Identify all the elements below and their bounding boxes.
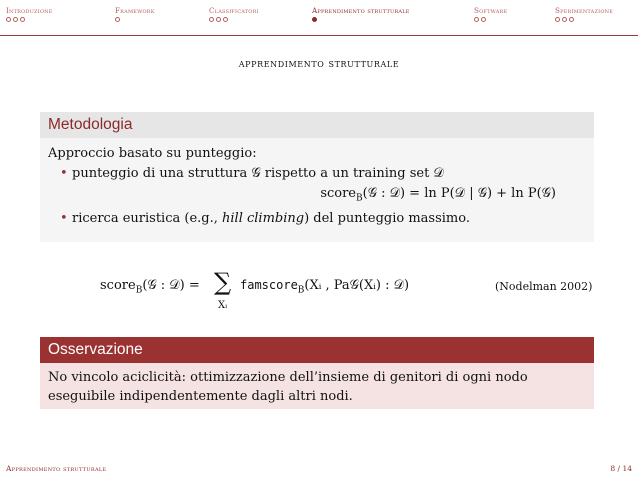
nav-divider bbox=[0, 35, 638, 36]
nav-dots-introduzione bbox=[6, 17, 27, 25]
equation-famscore: famscore bbox=[240, 278, 298, 292]
nav-dots-apprendimento bbox=[312, 17, 319, 25]
page-number: 8 / 14 bbox=[610, 464, 632, 473]
citation: (Nodelman 2002) bbox=[495, 280, 593, 293]
list-item bbox=[48, 164, 586, 184]
nav-dot[interactable] bbox=[569, 17, 574, 22]
frame-title: apprendimento strutturale bbox=[238, 57, 400, 70]
equation-left bbox=[100, 278, 200, 296]
bullet-icon: • bbox=[60, 210, 68, 226]
osservazione-block-body bbox=[40, 363, 594, 409]
nav-dot-current[interactable] bbox=[312, 17, 317, 22]
nav-item-software[interactable]: Software bbox=[474, 6, 508, 15]
formula-score-sub: B bbox=[356, 193, 363, 204]
bullet-text-ricerca-a: ricerca euristica (e.g., bbox=[72, 210, 222, 226]
bullet-text-hill-climbing: hill climbing bbox=[222, 210, 305, 226]
nav-dot[interactable] bbox=[562, 17, 567, 22]
nav-item-framework[interactable]: Framework bbox=[115, 6, 155, 15]
equation-score: score bbox=[100, 278, 136, 293]
footer bbox=[0, 460, 638, 479]
formula-score-label: score bbox=[320, 186, 356, 201]
metodologia-list bbox=[48, 164, 586, 229]
bullet-icon: • bbox=[60, 166, 68, 181]
sum-subscript: Xᵢ bbox=[218, 300, 228, 311]
nav-dot[interactable] bbox=[13, 17, 18, 22]
formula-score bbox=[48, 184, 586, 209]
metodologia-block-title: Metodologia bbox=[40, 112, 594, 138]
osservazione-line-1: No vincolo aciclicità: ottimizzazione dell’insieme di genitori di ogni nodo bbox=[48, 370, 528, 385]
nav-dot[interactable] bbox=[6, 17, 11, 22]
equation-right-rest: (Xᵢ , Pa𝒢(Xᵢ) : 𝒟) bbox=[304, 278, 410, 293]
sum-symbol: ∑ bbox=[214, 268, 232, 296]
nav-dots-classificatori bbox=[209, 17, 230, 25]
nav-item-classificatori[interactable]: Classificatori bbox=[209, 6, 259, 15]
formula-score-rest: (𝒢 : 𝒟) = ln P(𝒟 | 𝒢) + ln P(𝒢) bbox=[362, 186, 556, 201]
nav-dots-sperimentazione bbox=[555, 17, 576, 25]
nav-item-introduzione[interactable]: Introduzione bbox=[6, 6, 53, 15]
nav-dot[interactable] bbox=[474, 17, 479, 22]
nav-dot[interactable] bbox=[223, 17, 228, 22]
nav-dot[interactable] bbox=[216, 17, 221, 22]
nav-dot[interactable] bbox=[115, 17, 120, 22]
footer-section-title: Apprendimento strutturale bbox=[6, 464, 107, 473]
nav-dot[interactable] bbox=[209, 17, 214, 22]
osservazione-block-title: Osservazione bbox=[40, 337, 594, 363]
list-item bbox=[48, 209, 586, 229]
equation-famscore-sub: B bbox=[297, 285, 305, 296]
osservazione-line-2: eseguibile indipendentemente dagli altri nodi. bbox=[48, 389, 353, 404]
nav-item-apprendimento-strutturale[interactable]: Apprendimento strutturale bbox=[312, 6, 410, 15]
nav-item-sperimentazione[interactable]: Sperimentazione bbox=[555, 6, 614, 15]
equation-left-rest: (𝒢 : 𝒟) = bbox=[142, 278, 200, 293]
equation-right bbox=[240, 278, 409, 296]
nav-dot[interactable] bbox=[481, 17, 486, 22]
metodologia-block-body bbox=[40, 138, 594, 242]
bullet-text-punteggio: punteggio di una struttura 𝒢 rispetto a un training set 𝒟 bbox=[72, 166, 444, 181]
nav-dots-framework bbox=[115, 17, 122, 25]
nav-dot[interactable] bbox=[20, 17, 25, 22]
bullet-text-ricerca-b: ) del punteggio massimo. bbox=[304, 210, 470, 226]
equation-score-sub: B bbox=[135, 285, 143, 296]
nav-dots-software bbox=[474, 17, 488, 25]
metodologia-intro: Approccio basato su punteggio: bbox=[48, 146, 257, 161]
navigation-bar bbox=[0, 0, 638, 36]
nav-dot[interactable] bbox=[555, 17, 560, 22]
